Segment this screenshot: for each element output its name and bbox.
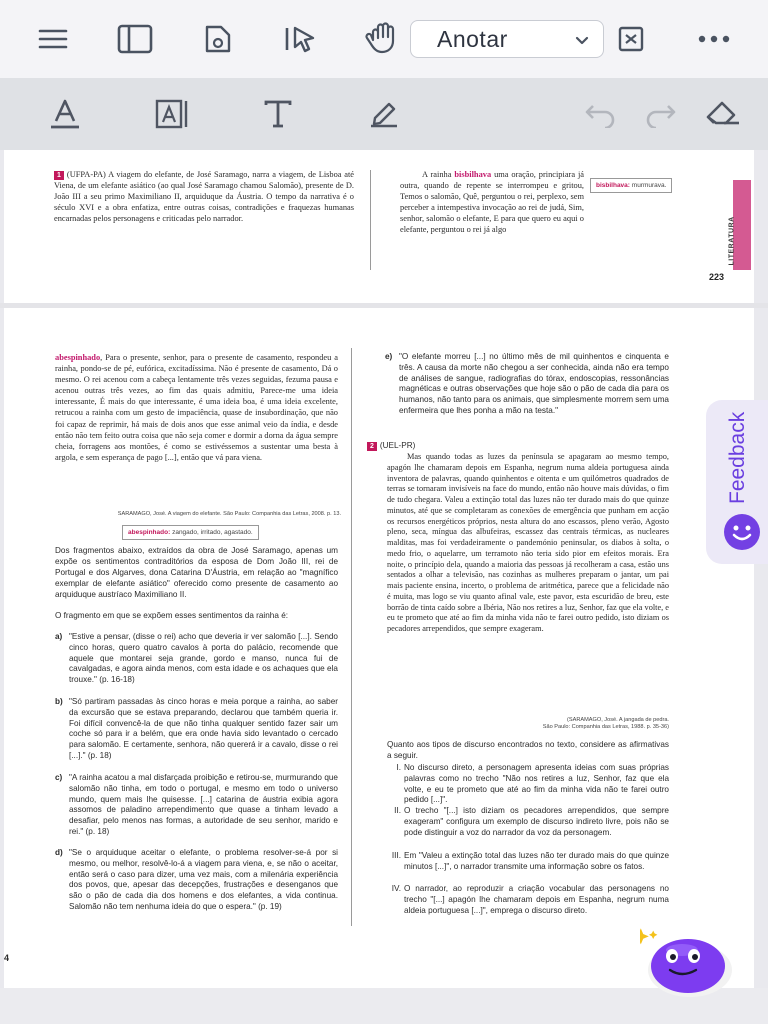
- highlight-word-abespinhado: abespinhado: [55, 353, 101, 362]
- option-text: "Estive a pensar, (disse o rei) acho que deveria ir ver salomão [...]. Sendo cinco horas, quero quatro cavalos à porta do palácio, recomende que aquele que montarei seja grande, gordo e manso, nunca fui de cavalgadas, e agora ainda menos, com esta idade e os achaques que ela trouxe." (p. 16-18): [69, 632, 338, 685]
- option-letter: e): [385, 352, 393, 361]
- page-marker: 4: [4, 953, 10, 963]
- left-paragraph: [55, 352, 338, 463]
- question-2-header: [367, 440, 667, 451]
- statement-text: O narrador, ao reproduzir a criação vocabular das personagens no trecho "[...] apagón lhe chamaram depois em Espanha, negrum numa aldeia portuguesa [...]", emprega o discurso direto.: [404, 884, 669, 915]
- option-a[interactable]: [55, 632, 338, 686]
- smiley-icon: [724, 514, 760, 550]
- option-letter: d): [55, 848, 63, 857]
- option-text: "A rainha acatou a mal disfarçada proibição e retirou-se, murmurando que salomão não tinha, em todo o portugal, e mesmo em todo o universo mundo, quem mais lhe quisesse. [...] catarina de áustria exibia agora assomos de paladino arrependimento que quase a tinham levado a desafiar, pelo menos nas formas, a autoridade de seu senhor, marido e rei." (p. 18): [69, 773, 338, 836]
- option-text: "Se o arquiduque aceitar o elefante, o problema resolver-se-á por si mesmo, ou melhor, resolvê-lo-á a viagem para viena, e, se não o aceitar, então será o caso para dizer, uma vez mais, com a milenária experiência dos povos, que, apesar das decepções, frustrações e desenganos que são o pão de cada dia dos homens e dos elefantes, a vida continua. Salomão não tem nenhuma ideia do que o espera." (p. 19): [69, 848, 338, 911]
- undo-icon[interactable]: [580, 94, 620, 134]
- statement-text: O trecho "[...] isto diziam os pecadores arrependidos, que sempre exageram" configura um exemplo de discurso indireto livre, pois não se pode distinguir a voz do narrador da voz da personagem.: [404, 806, 669, 837]
- statement-num: IV.: [391, 884, 401, 893]
- question-number-badge: 2: [367, 442, 377, 451]
- excerpt-text: uma oração, principiara já outra, quando de repente se interrompeu e gritou, Temos o salomão, Quê, perguntou o rei, perplexo, sem perceber a intempestiva invocação ao rei de judá, Sim, senhor, salomão o elefante, E para que quero eu aqui o elefante, perguntou o rei já algo: [400, 170, 585, 235]
- option-text: "O elefante morreu [...] no último mês de mil quinhentos e cinquenta e três. A causa da morte não chegou a ser conhecida, ainda não era tempo de análises de sangue, radiografias do tórax, endoscopias, ressonâncias magnéticas e outras observações que hoje são o pão de cada dia para os humanos, não tanto para os animais, que simplesmente morrem sem uma enfermeira que lhes ponha a mão na testa.": [399, 352, 669, 415]
- text-underline-icon[interactable]: [45, 94, 85, 134]
- citation-line-1: (SARAMAGO, José. A jangada de pedra.: [567, 717, 669, 723]
- statement-num: I.: [396, 763, 401, 772]
- save-pdf-icon[interactable]: [612, 20, 650, 58]
- glossary-box-bisbilhava: [590, 178, 672, 193]
- question-2-intro: Quanto aos tipos de discurso encontrados no texto, considere as afirmativas a seguir.: [387, 740, 669, 760]
- option-b[interactable]: [55, 697, 338, 762]
- assistant-mascot-icon: [640, 926, 736, 998]
- option-c[interactable]: [55, 773, 338, 838]
- question-intro: Dos fragmentos abaixo, extraídos da obra de José Saramago, apenas um expõe os sentimentos contraditórios da esposa de Dom João III, rei de Portugal e dos Algarves, dona Catarina D'Áustria, em relação ao "magnífico exemplar de elefante asiático" oferecido como presente de casamento ao arquiduque austríaco Maximiliano II.: [55, 546, 338, 599]
- question-number-badge: 1: [54, 171, 64, 180]
- citation-line-2: São Paulo: Companhia das Letras, 1988. p. 35-36): [542, 724, 669, 731]
- assistant-button[interactable]: [640, 926, 736, 998]
- excerpt-start: A rainha: [422, 170, 452, 179]
- select-cursor-icon[interactable]: [282, 20, 320, 58]
- statement-i: [387, 763, 669, 806]
- mode-dropdown[interactable]: [410, 20, 604, 58]
- page-number: 223: [709, 272, 725, 282]
- question-2-text: Mas quando todas as luzes da península se apagaram ao mesmo tempo, apagón lhe chamaram depois em Espanha, negrum numa aldeia portuguesa ainda inventora de palavras, quando quinhentos e oitenta e um quilómetros quadrados de terras se tornaram invisíveis na face do mundo, então não houve mais dúvidas, o fim de tudo chegara. Valeu a extinção total das luzes não ter durado mais do que quinze minutos, até que se completaram as conexões de emergência que punham em acção os recursos energéticos próprios, nesta altura do ano escassos, pleno verão, Agosto pleno, seca, míngua das albufeiras, escassez das centrais térmicas, as nucleares malditas, mas foi verdadeiramente o pandemónio peninsular, os diabos à solta, o medo frio, o aquelarre, um terramoto não teria sido pior em efeitos morais. Era noite, o princípio dela, quando a maioria das pessoas já recolheram a casa, estão uns sentados a olhar a televisão, nas cozinhas as mulheres preparam o jantar, um pai mais paciente ensina, incerto, o problema de aritmética, parece que a felicidade não é muita, mas logo se viu quanto afinal vale, este pavor, esta escuridão de breu, este borrão de tinta caído sobre a Ibéria, Não nos retires a luz, Senhor, faz que ela volte, e eu te prometo que até ao fim da minha vida não te farei outro pedido, isto diziam os pecadores arrependidos, que sempre exageram.: [387, 452, 669, 633]
- eraser-icon[interactable]: [703, 94, 743, 134]
- left-paragraph-text: , Para o presente, senhor, para o presente de casamento, respondeu a rainha, pondo-se de pé, eufórica, excitadíssima. Não é presente de casamento, Dá o mesmo. O rei acenou com a cabeça lentamente três vezes seguidas, fezuma pausa e acenou outras três vezes, ao fim das quais admitiu, Parece-me uma ideia interessante, É mais do que interessante, é uma ideia boa, é uma ideia excelente, retrucou a rainha com um gesto de impaciência, quase de insubordinação, que não foi capaz de reprimir, há mais de dois anos que esse animal veio da índia, e desde então não tem feito outra coisa que não seja comer e dormir a dorna da água sempre cheia, forragens aos montões, é como se estivéssemos a sustentar uma besta à argola, e sem esperança de pago [...], então que vá para viena.: [55, 353, 338, 462]
- statement-ii: [387, 806, 669, 838]
- statement-num: III.: [391, 851, 401, 860]
- option-d[interactable]: [55, 848, 338, 913]
- more-icon[interactable]: [695, 20, 733, 58]
- option-letter: c): [55, 773, 63, 782]
- column-divider: [351, 348, 352, 926]
- sidebar-icon[interactable]: [116, 20, 154, 58]
- hand-pan-icon[interactable]: [364, 20, 402, 58]
- pdf-page-224: [4, 308, 754, 988]
- option-letter: b): [55, 697, 63, 706]
- annotation-toolbar: [0, 78, 768, 150]
- question-2-citation: [444, 717, 669, 732]
- option-letter: a): [55, 632, 63, 641]
- mode-label: Anotar: [437, 25, 508, 52]
- section-tab: [733, 180, 751, 270]
- pdf-page-223: [4, 150, 754, 303]
- column-divider: [370, 170, 371, 270]
- statement-num: II.: [394, 806, 401, 815]
- question-prompt: O fragmento em que se expõem esses sentimentos da rainha é:: [55, 611, 289, 620]
- statement-iii: [387, 851, 669, 873]
- glossary-box-abespinhado: [122, 525, 259, 540]
- question-2-source: (UEL-PR): [379, 441, 416, 450]
- gloss-definition: zangado, irritado, agastado.: [172, 529, 253, 536]
- statement-text: No discurso direto, a personagem apresenta ideias com suas próprias palavras como no trecho "Não nos retires a luz, Senhor, faz que ela volte, e eu te prometo que até ao fim da minha vida não te farei outro pedido [...]".: [404, 763, 669, 805]
- chevron-down-icon: [573, 31, 591, 54]
- text-tool-icon[interactable]: [258, 94, 298, 134]
- question-1-text: (UFPA-PA) A viagem do elefante, de José Saramago, narra a viagem, de Lisboa até Viena, de um elefante asiático (ao qual José Saramago chamou Salomão), presente de D. João III a seu primo Maximiliano II, arquiduque da Áustria. O tempo da narrativa é o século XVI e a obra enfatiza, entre outras coisas, contradições e fraquezas humanas encarnadas pelos personagens e criticadas pelo narrador.: [54, 170, 354, 224]
- source-citation: SARAMAGO, José. A viagem do elefante. São Paulo: Companhia das Letras, 2008. p. 13.: [117, 511, 341, 517]
- redo-icon[interactable]: [641, 94, 681, 134]
- option-text: "Só partiram passadas às cinco horas e meia porque a rainha, ao saber da excursão que se estava preparando, declarou que também queria ir. Foi difícil convencê-la de que não tinha qualquer sentido fazer sair um coche só para ir a belém, que era onde havia sido levantado o cercado para salomão. E certamente, senhora, não quererá ir a cavalo, disse o rei [...]." (p. 18): [69, 697, 338, 760]
- gloss-term: abespinhado:: [128, 529, 171, 536]
- question-1: [54, 169, 354, 224]
- excerpt-highlight-word: bisbilhava: [454, 170, 492, 179]
- option-e[interactable]: [385, 352, 669, 417]
- gloss-definition: murmurava.: [631, 182, 667, 189]
- text-box-icon[interactable]: [152, 94, 192, 134]
- main-toolbar: [0, 0, 768, 79]
- statement-text: Em "Valeu a extinção total das luzes não ter durado mais do que quinze minutos [...]", o narrador transmite uma informação sobre os fatos.: [404, 851, 669, 871]
- menu-icon[interactable]: [34, 20, 72, 58]
- statement-iv: [387, 884, 669, 916]
- section-label: LITERATURA: [728, 216, 736, 266]
- highlighter-icon[interactable]: [364, 94, 404, 134]
- feedback-label: Feedback: [726, 411, 749, 504]
- feedback-tab[interactable]: [706, 400, 768, 564]
- gloss-term: bisbilhava:: [596, 182, 630, 189]
- settings-doc-icon[interactable]: [199, 20, 237, 58]
